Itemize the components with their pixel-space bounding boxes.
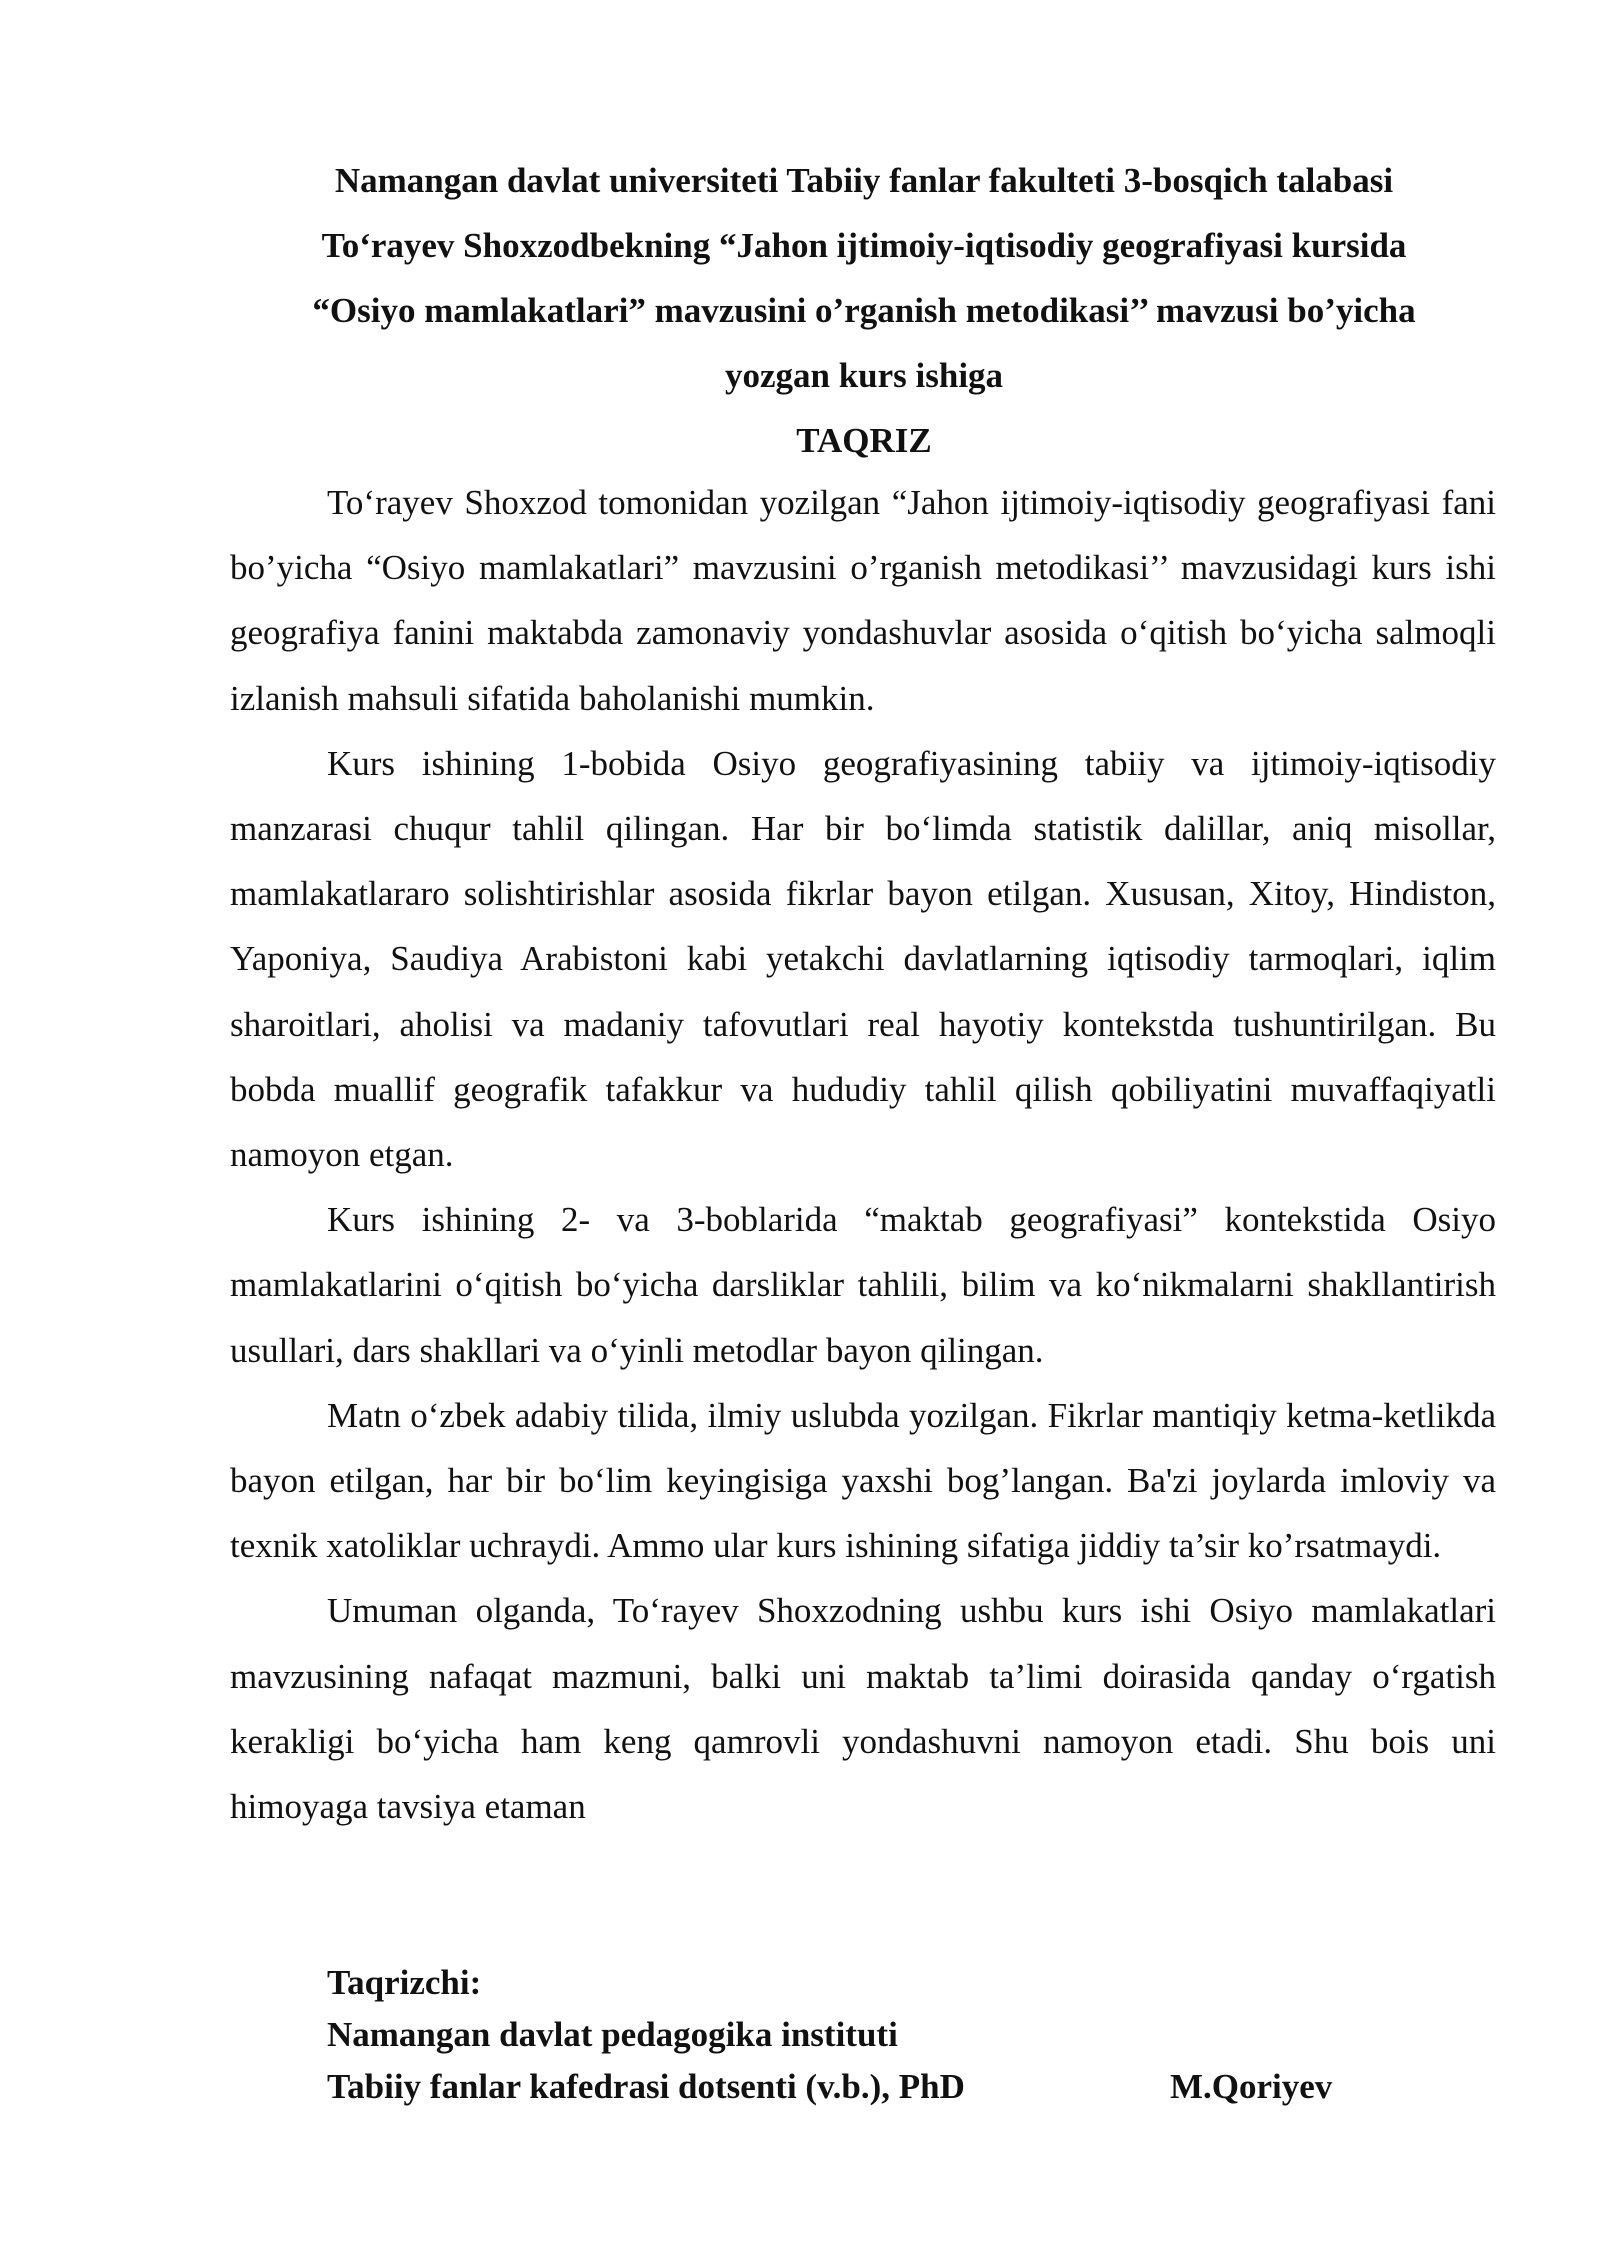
review-heading: TAQRIZ bbox=[796, 421, 932, 460]
reviewer-position-row bbox=[327, 2061, 1427, 2113]
paragraph-conclusion: Umuman olganda, To‘rayev Shoxzodning ushbu kurs ishi Osiyo mamlakatlari mavzusining nafaqat mazmuni, balki uni maktab ta’limi doirasida qanday o‘rgatish kerakligi bo‘yicha ham keng qamrovli yondashuvni namoyon etadi. Shu bois uni himoyaga tavsiya etaman bbox=[230, 1591, 1496, 1827]
reviewer-signature-block bbox=[327, 1957, 1427, 2113]
review-body bbox=[230, 470, 1496, 1839]
document-title bbox=[232, 148, 1496, 473]
reviewer-name: M.Qoriyev bbox=[1170, 2067, 1333, 2106]
title-line-4: yozgan kurs ishiga bbox=[724, 356, 1004, 395]
paragraph-chapter-1: Kurs ishining 1-bobida Osiyo geografiyasining tabiiy va ijtimoiy-iqtisodiy manzarasi chuqur tahlil qilingan. Har bir bo‘limda statistik dalillar, aniq misollar, mamlakatlararo solishtirishlar asosida fikrlar bayon etilgan. Xususan, Xitoy, Hindiston, Yaponiya, Saudiya Arabistoni kabi yetakchi davlatlarning iqtisodiy tarmoqlari, iqlim sharoitlari, aholisi va madaniy tafovutlari real hayotiy kontekstda tushuntirilgan. Bu bobda muallif geografik tafakkur va hududiy tahlil qilish qobiliyatini muvaffaqiyatli namoyon etgan. bbox=[230, 743, 1496, 1175]
paragraph-intro: To‘rayev Shoxzod tomonidan yozilgan “Jahon ijtimoiy-iqtisodiy geografiyasi fani bo’yicha “Osiyo mamlakatlari” mavzusini o’rganish metodikasi’’ mavzusidagi kurs ishi geografiya fanini maktabda zamonaviy yondashuvlar asosida o‘qitish bo‘yicha salmoqli izlanish mahsuli sifatida baholanishi mumkin. bbox=[230, 483, 1496, 718]
paragraph-language: Matn o‘zbek adabiy tilida, ilmiy uslubda yozilgan. Fikrlar mantiqiy ketma-ketlikda bayon etilgan, har bir bo‘lim keyingisiga yaxshi bog’langan. Ba'zi joylarda imloviy va texnik xatoliklar uchraydi. Ammo ular kurs ishining sifatiga jiddiy ta’sir ko’rsatmaydi. bbox=[230, 1395, 1496, 1566]
reviewer-label: Taqrizchi: bbox=[327, 1963, 482, 2002]
reviewer-institution: Namangan davlat pedagogika instituti bbox=[327, 2015, 898, 2054]
paragraph-chapters-2-3: Kurs ishining 2- va 3-boblarida “maktab geografiyasi” kontekstida Osiyo mamlakatlarini o‘qitish bo‘yicha darsliklar tahlili, bilim va ko‘nikmalarni shakllantirish usullari, dars shakllari va o‘yinli metodlar bayon qilingan. bbox=[230, 1200, 1496, 1370]
reviewer-position: Tabiiy fanlar kafedrasi dotsenti (v.b.), PhD bbox=[327, 2067, 965, 2106]
title-line-3: “Osiyo mamlakatlari” mavzusini o’rganish metodikasi’’ mavzusi bo’yicha bbox=[312, 291, 1416, 330]
title-line-1: Namangan davlat universiteti Tabiiy fanlar fakulteti 3-bosqich talabasi bbox=[334, 161, 1394, 200]
title-line-2: To‘rayev Shoxzodbekning “Jahon ijtimoiy-iqtisodiy geografiyasi kursida bbox=[321, 226, 1407, 265]
